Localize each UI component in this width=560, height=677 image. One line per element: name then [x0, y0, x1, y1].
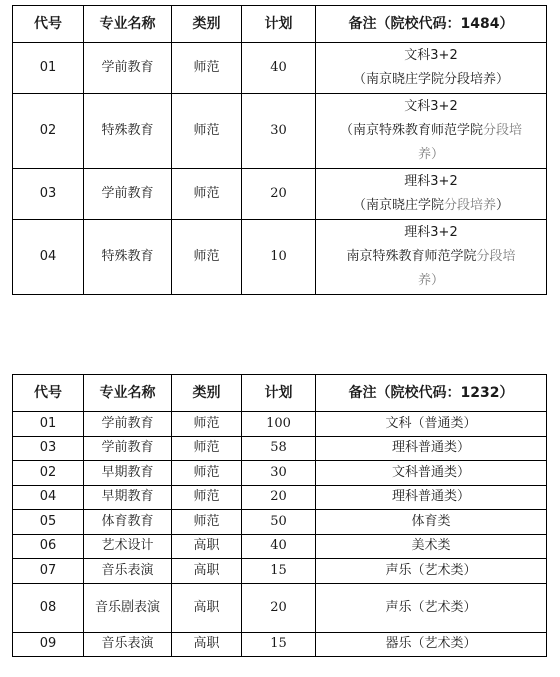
table-row [13, 510, 547, 535]
note-text-gray: 分段培 [483, 123, 523, 138]
header-type: 类别 [172, 375, 242, 412]
cell-code: 05 [13, 510, 84, 535]
header-code: 代号 [13, 375, 84, 412]
cell-note: 理科普通类） [316, 436, 547, 461]
cell-plan: 100 [242, 412, 316, 437]
cell-type: 师范 [172, 436, 242, 461]
table-row [13, 436, 547, 461]
cell-plan: 58 [242, 436, 316, 461]
cell-major: 特殊教育 [84, 220, 172, 295]
header-plan: 计划 [242, 6, 316, 43]
cell-note: 文科普通类） [316, 461, 547, 486]
cell-type: 师范 [172, 169, 242, 220]
note-line: 文科3+2 [404, 48, 458, 63]
note-line [318, 68, 544, 92]
cell-type: 师范 [172, 510, 242, 535]
cell-code: 03 [13, 169, 84, 220]
cell-plan: 20 [242, 583, 316, 632]
cell-type: 师范 [172, 412, 242, 437]
note-text: （南京晓庄学院 [352, 198, 444, 213]
note-line: 理科3+2 [404, 174, 458, 189]
cell-note: 体育类 [316, 510, 547, 535]
table-row [13, 169, 547, 220]
enrollment-table-1232 [12, 374, 547, 657]
cell-major: 早期教育 [84, 461, 172, 486]
cell-type: 高职 [172, 559, 242, 584]
header-code: 代号 [13, 6, 84, 43]
cell-note: 美术类 [316, 534, 547, 559]
note-line: 文科3+2 [404, 99, 458, 114]
table-row [13, 534, 547, 559]
cell-plan: 10 [242, 220, 316, 295]
cell-major: 音乐表演 [84, 559, 172, 584]
header-note: 备注（院校代码：1484） [316, 6, 547, 43]
cell-code: 01 [13, 43, 84, 94]
note-line: 理科3+2 [404, 225, 458, 240]
cell-code: 04 [13, 485, 84, 510]
table-row [13, 559, 547, 584]
cell-type: 师范 [172, 220, 242, 295]
cell-plan: 50 [242, 510, 316, 535]
cell-code: 03 [13, 436, 84, 461]
header-note: 备注（院校代码：1232） [316, 375, 547, 412]
table-row [13, 220, 547, 295]
cell-major: 音乐表演 [84, 632, 172, 657]
cell-code: 09 [13, 632, 84, 657]
table-header-row [13, 6, 547, 43]
table-row [13, 412, 547, 437]
cell-major: 体育教育 [84, 510, 172, 535]
cell-code: 08 [13, 583, 84, 632]
note-line [318, 194, 544, 218]
note-line [318, 245, 544, 269]
note-text: （南京晓庄学院分段培养） [352, 72, 509, 87]
header-plan: 计划 [242, 375, 316, 412]
cell-note [316, 220, 547, 295]
cell-note [316, 94, 547, 169]
cell-major: 学前教育 [84, 436, 172, 461]
cell-code: 07 [13, 559, 84, 584]
cell-code: 02 [13, 461, 84, 486]
cell-major: 特殊教育 [84, 94, 172, 169]
note-text-gray: 分段培 [476, 249, 516, 264]
cell-plan: 20 [242, 169, 316, 220]
header-major: 专业名称 [84, 6, 172, 43]
cell-code: 01 [13, 412, 84, 437]
note-text-gray: 分段培养 [443, 198, 496, 213]
cell-major: 早期教育 [84, 485, 172, 510]
cell-code: 02 [13, 94, 84, 169]
note-line [318, 119, 544, 143]
cell-type: 高职 [172, 534, 242, 559]
cell-plan: 15 [242, 559, 316, 584]
cell-type: 师范 [172, 94, 242, 169]
cell-note: 文科（普通类） [316, 412, 547, 437]
cell-type: 师范 [172, 485, 242, 510]
table-header-row [13, 375, 547, 412]
cell-type: 高职 [172, 632, 242, 657]
table-row [13, 43, 547, 94]
table-row [13, 94, 547, 169]
enrollment-table-1484 [12, 5, 547, 295]
cell-note: 器乐（艺术类） [316, 632, 547, 657]
cell-plan: 20 [242, 485, 316, 510]
cell-type: 高职 [172, 583, 242, 632]
cell-plan: 30 [242, 461, 316, 486]
note-text: 南京特殊教育师范学院 [346, 249, 477, 264]
cell-plan: 15 [242, 632, 316, 657]
cell-note: 理科普通类） [316, 485, 547, 510]
table-row [13, 461, 547, 486]
cell-note [316, 169, 547, 220]
cell-plan: 40 [242, 534, 316, 559]
cell-note: 声乐（艺术类） [316, 583, 547, 632]
cell-major: 学前教育 [84, 412, 172, 437]
cell-note [316, 43, 547, 94]
cell-plan: 30 [242, 94, 316, 169]
cell-type: 师范 [172, 461, 242, 486]
note-text: （南京特殊教育师范学院 [339, 123, 483, 138]
note-line: 养） [417, 273, 444, 288]
cell-type: 师范 [172, 43, 242, 94]
cell-major: 艺术设计 [84, 534, 172, 559]
table-row [13, 583, 547, 632]
cell-plan: 40 [242, 43, 316, 94]
cell-major: 音乐剧表演 [84, 583, 172, 632]
cell-note: 声乐（艺术类） [316, 559, 547, 584]
cell-code: 06 [13, 534, 84, 559]
cell-major: 学前教育 [84, 43, 172, 94]
header-type: 类别 [172, 6, 242, 43]
note-text-end: ） [496, 198, 510, 213]
table-row [13, 632, 547, 657]
header-major: 专业名称 [84, 375, 172, 412]
table-row [13, 485, 547, 510]
cell-major: 学前教育 [84, 169, 172, 220]
cell-code: 04 [13, 220, 84, 295]
note-line: 养） [417, 147, 444, 162]
